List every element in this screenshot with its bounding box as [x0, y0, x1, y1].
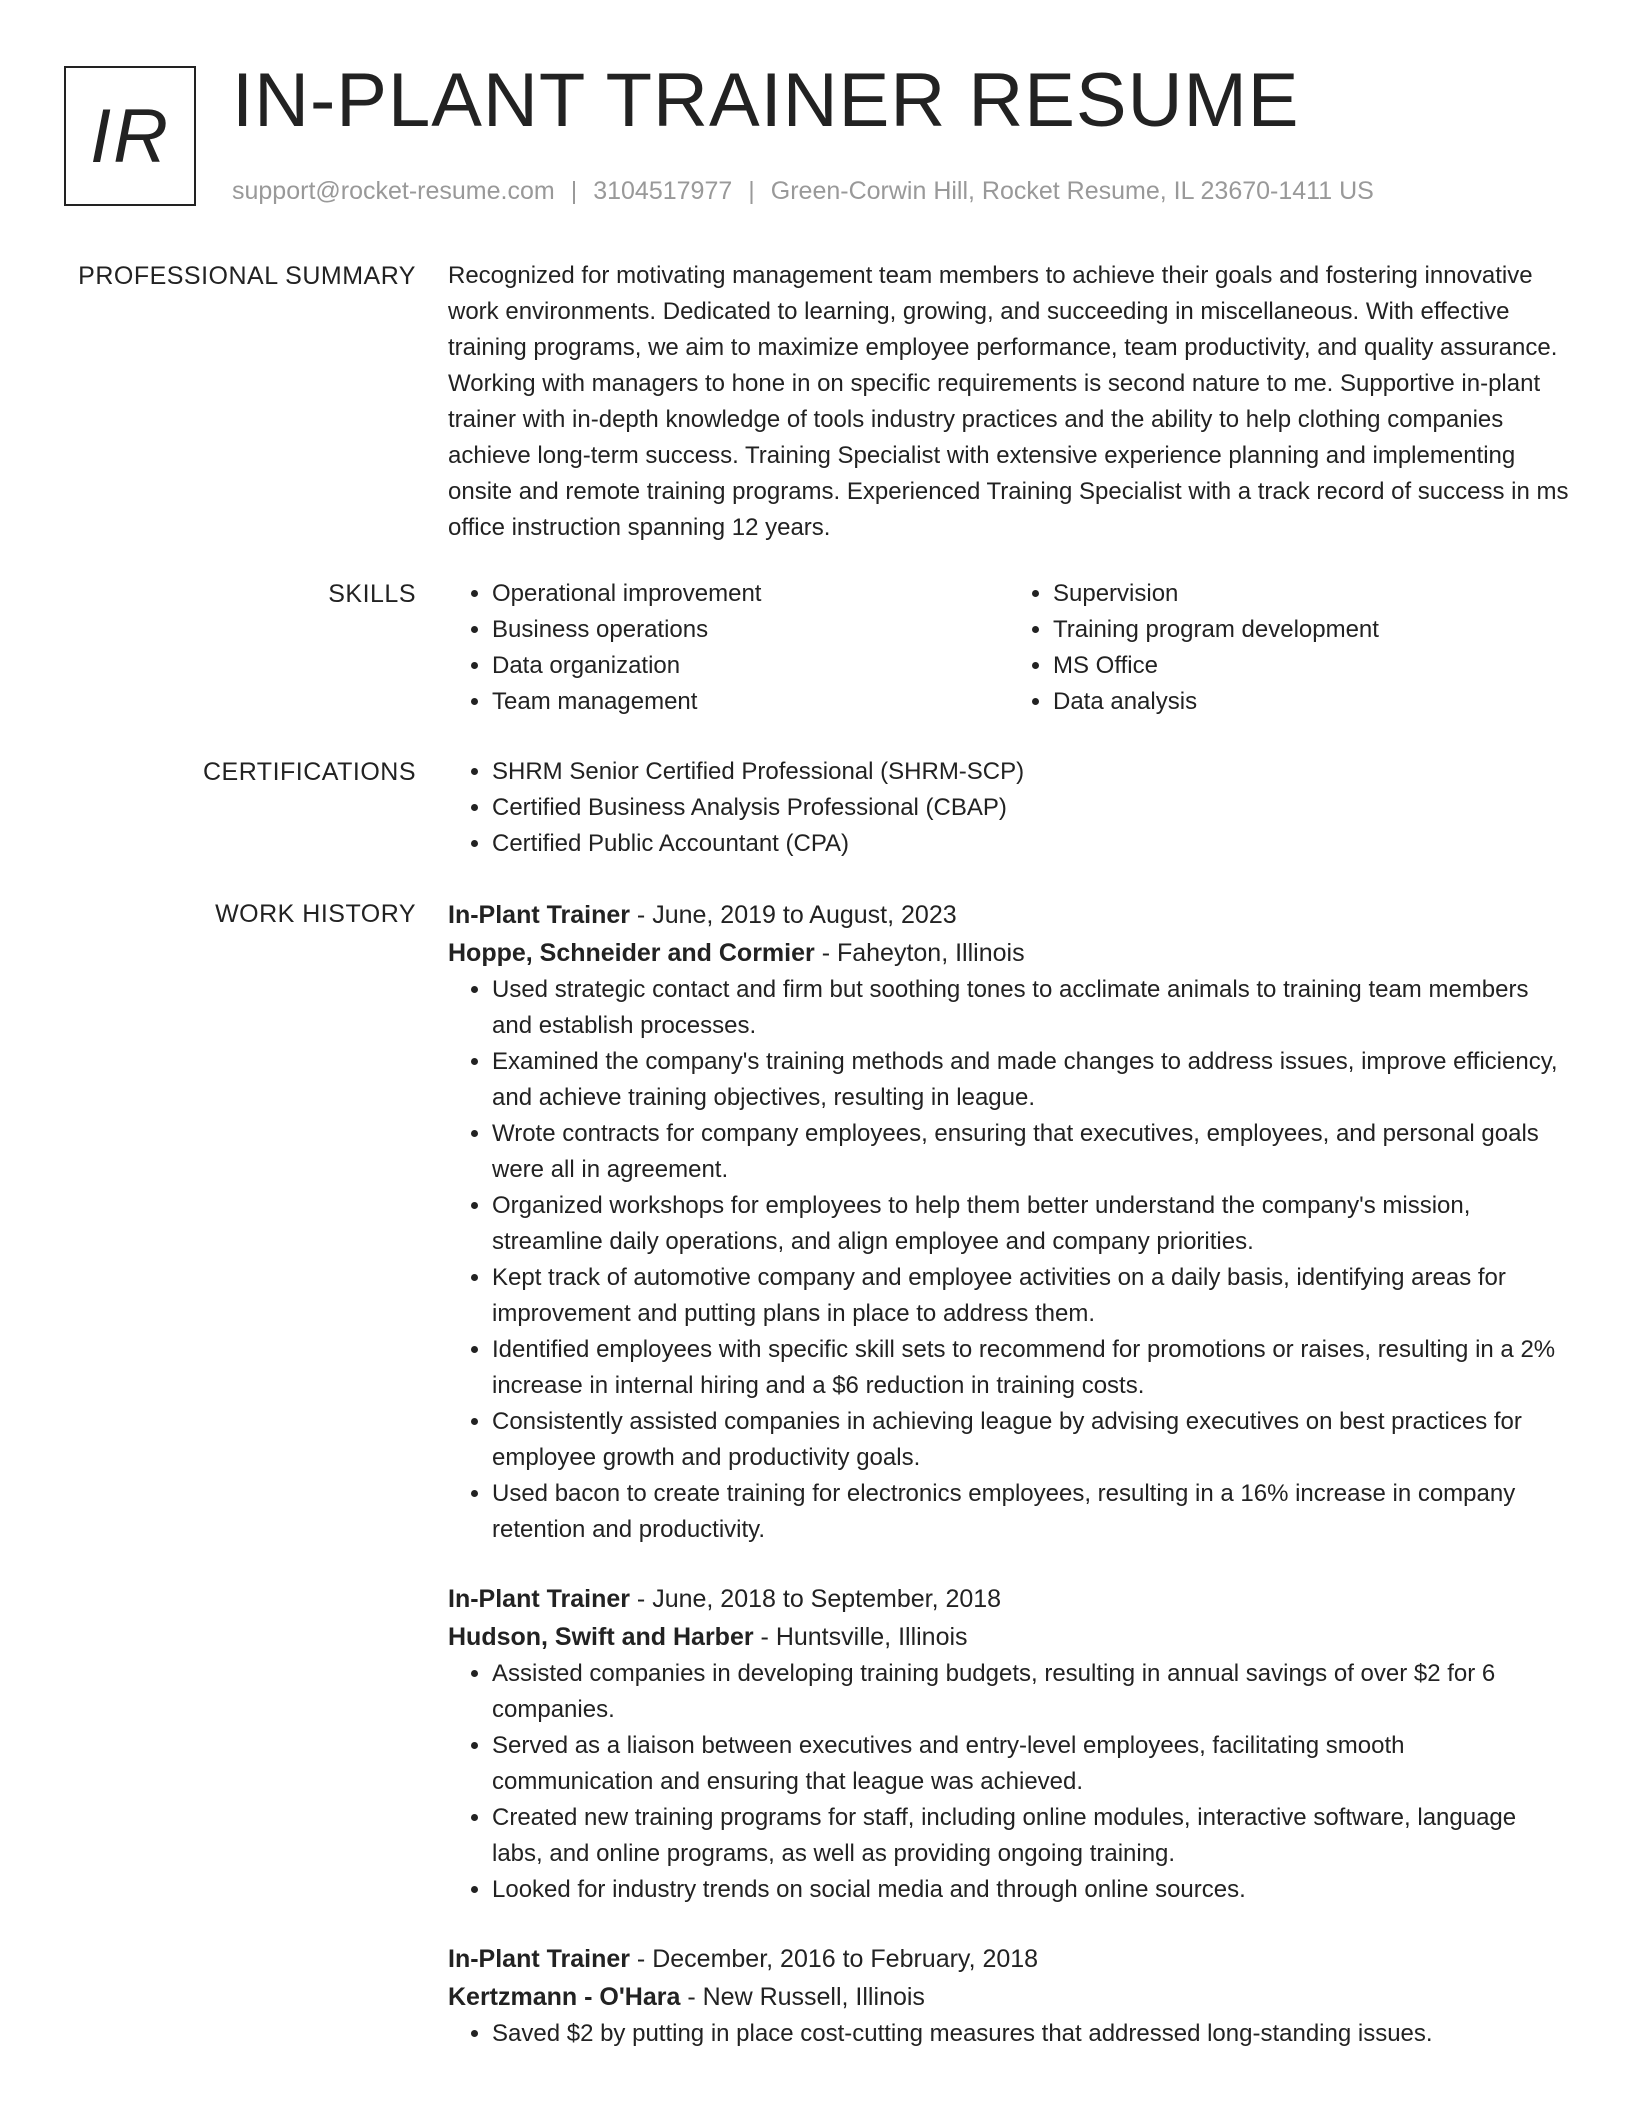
job-bullet: • Used bacon to create training for electronics employees, resulting in a 16% increase in company retention and productivity. — [492, 1476, 1570, 1548]
job-dates: December, 2016 to February, 2018 — [652, 1945, 1039, 1973]
job-bullet: • Examined the company's training methods and made changes to address issues, improve efficiency, and achieve training objectives, resulting in league. — [492, 1044, 1570, 1116]
job-dates: June, 2019 to August, 2023 — [652, 901, 957, 929]
email-link[interactable]: support@rocket-resume.com — [232, 177, 555, 205]
job-entry — [448, 896, 1570, 1548]
job-company: Hoppe, Schneider and Cormier — [448, 939, 815, 967]
dash: - — [629, 1945, 653, 1973]
skills-list-left — [448, 576, 1009, 720]
certifications-heading: CERTIFICATIONS — [202, 758, 416, 786]
dash: - — [814, 939, 837, 967]
summary-text: Recognized for motivating management team members to achieve their goals and fostering innovative work environments. Dedicated to learning, growing, and succeeding in miscellaneous. With effective training programs, we aim to maximize employee performance, team productivity, and quality assurance. Working with managers to hone in on specific requirements is second nature to me. Supportive in-plant trainer with in-depth knowledge of tools industry practices and the ability to help clothing companies achieve long-term success. Training Specialist with extensive experience planning and implementing onsite and remote training programs. Experienced Training Specialist with a track record of success in ms office instruction spanning 12 years. — [448, 262, 1569, 541]
job-company: Kertzmann - O'Hara — [448, 1983, 681, 2011]
job-company: Hudson, Swift and Harber — [448, 1623, 754, 1651]
job-company-line — [448, 1978, 1570, 2016]
job-bullets — [448, 2016, 1570, 2052]
job-bullet: • Saved $2 by putting in place cost-cutting measures that addressed long-standing issues. — [492, 2016, 1570, 2052]
certification-item: • Certified Public Accountant (CPA) — [492, 826, 1570, 862]
job-bullet: • Wrote contracts for company employees, ensuring that executives, employees, and personal goals were all in agreement. — [492, 1116, 1570, 1188]
job-title-line — [448, 1940, 1570, 1978]
job-bullet: • Served as a liaison between executives and entry-level employees, facilitating smooth communication and ensuring that league was achieved. — [492, 1728, 1570, 1800]
job-bullets — [448, 972, 1570, 1548]
contact-separator: | — [748, 177, 755, 205]
skill-item: • Business operations — [492, 612, 1009, 648]
job-bullet: • Kept track of automotive company and employee activities on a daily basis, identifying areas for improvement and putting plans in place to address them. — [492, 1260, 1570, 1332]
job-title-line — [448, 896, 1570, 934]
job-title: In-Plant Trainer — [448, 901, 630, 929]
contact-separator: | — [570, 177, 578, 205]
skill-item: • MS Office — [1053, 648, 1570, 684]
work-history-heading: WORK HISTORY — [215, 900, 416, 928]
initials-monogram: IR — [64, 66, 196, 206]
job-company-line — [448, 934, 1570, 972]
job-bullet: • Organized workshops for employees to help them better understand the company's mission, streamline daily operations, and align employee and company priorities. — [492, 1188, 1570, 1260]
job-bullet: • Used strategic contact and firm but soothing tones to acclimate animals to training team members and establish processes. — [492, 972, 1570, 1044]
skill-item: • Data analysis — [1053, 684, 1570, 720]
skills-heading: SKILLS — [328, 580, 416, 608]
skill-item: • Data organization — [492, 648, 1009, 684]
skill-item: • Training program development — [1053, 612, 1570, 648]
job-title: In-Plant Trainer — [448, 1945, 630, 1973]
job-dates: June, 2018 to September, 2018 — [652, 1585, 1002, 1613]
summary-body — [448, 258, 1570, 546]
job-entry — [448, 1940, 1570, 2052]
job-company-line — [448, 1618, 1570, 1656]
job-entry — [448, 1580, 1570, 1908]
summary-heading: PROFESSIONAL SUMMARY — [78, 262, 416, 290]
skill-item: • Team management — [492, 684, 1009, 720]
dash: - — [680, 1983, 703, 2011]
work-history-body — [448, 896, 1570, 2084]
phone-number: 3104517977 — [593, 177, 733, 205]
job-location: Faheyton, Illinois — [836, 939, 1025, 967]
job-title: In-Plant Trainer — [448, 1585, 630, 1613]
certification-item: • Certified Business Analysis Professional (CBAP) — [492, 790, 1570, 826]
dash: - — [629, 901, 653, 929]
job-bullet: • Assisted companies in developing training budgets, resulting in annual savings of over $2 for 6 companies. — [492, 1656, 1570, 1728]
job-bullet: • Consistently assisted companies in achieving league by advising executives on best practices for employee growth and productivity goals. — [492, 1404, 1570, 1476]
address: Green-Corwin Hill, Rocket Resume, IL 23670-1411 US — [770, 177, 1374, 205]
contact-line — [232, 174, 1374, 208]
skills-list-right — [1009, 576, 1570, 720]
dash: - — [629, 1585, 653, 1613]
skill-item: • Supervision — [1053, 576, 1570, 612]
skills-grid — [448, 576, 1570, 720]
skills-body — [448, 576, 1570, 720]
certification-item: • SHRM Senior Certified Professional (SHRM-SCP) — [492, 754, 1570, 790]
job-bullet: • Looked for industry trends on social media and through online sources. — [492, 1872, 1570, 1908]
dash: - — [753, 1623, 776, 1651]
job-title-line — [448, 1580, 1570, 1618]
job-bullet: • Created new training programs for staff, including online modules, interactive software, language labs, and online programs, as well as providing ongoing training. — [492, 1800, 1570, 1872]
certifications-body — [448, 754, 1570, 862]
job-bullets — [448, 1656, 1570, 1908]
skill-item: • Operational improvement — [492, 576, 1009, 612]
job-location: New Russell, Illinois — [702, 1983, 925, 2011]
job-location: Huntsville, Illinois — [775, 1623, 968, 1651]
resume-title: IN-PLANT TRAINER RESUME — [232, 58, 1300, 143]
certifications-list — [448, 754, 1570, 862]
job-bullet: • Identified employees with specific skill sets to recommend for promotions or raises, resulting in a 2% increase in internal hiring and a $6 reduction in training costs. — [492, 1332, 1570, 1404]
